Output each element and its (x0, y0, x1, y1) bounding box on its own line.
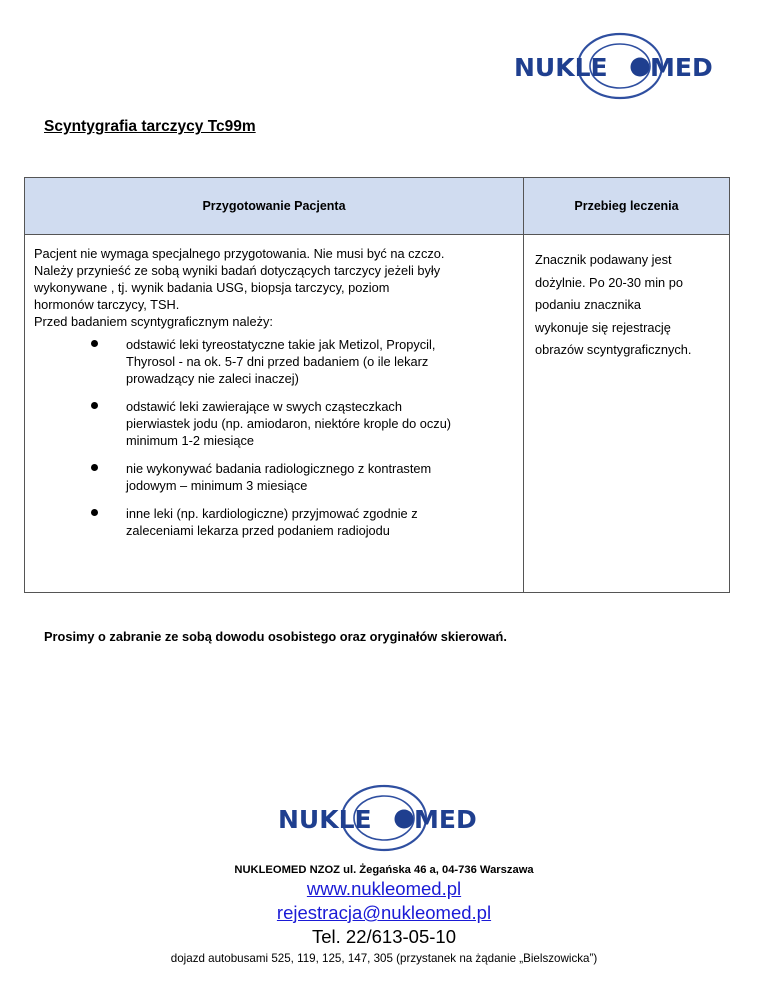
documents-note: Prosimy o zabranie ze sobą dowodu osobistego oraz oryginałów skierowań. (44, 629, 507, 644)
procedure-line: obrazów scyntygraficznych. (535, 342, 692, 357)
bullet-icon (91, 402, 98, 409)
list-item: odstawić leki zawierające w swych cząsteczkach pierwiastek jodu (np. amiodaron, niektóre krople do oczu) minimum 1-2 miesiące (34, 398, 514, 449)
bullet-icon (91, 340, 98, 347)
nukleomed-logo (272, 780, 488, 856)
logo-text-right: MED (650, 53, 713, 82)
intro-line: hormonów tarczycy, TSH. (34, 297, 180, 312)
nukleomed-logo (508, 28, 724, 104)
bullet-icon (91, 509, 98, 516)
procedure-cell (524, 235, 730, 593)
header-procedure: Przebieg leczenia (524, 178, 730, 235)
procedure-line: dożylnie. Po 20-30 min po (535, 274, 683, 290)
logo-o-dot (631, 58, 650, 77)
phone-number: Tel. 22/613-05-10 (312, 926, 456, 947)
intro-line: Przed badaniem scyntygraficznym należy: (34, 314, 273, 329)
logo-top (508, 28, 724, 104)
footer-address: NUKLEOMED NZOZ ul. Żegańska 46 a, 04-736 Warszawa (234, 864, 534, 876)
procedure-table (24, 177, 730, 593)
logo-text-left: NUKLE (278, 805, 372, 834)
logo-o-dot (395, 810, 414, 829)
header-preparation: Przygotowanie Pacjenta (25, 178, 524, 235)
bullet-icon (91, 464, 98, 471)
intro-line: Należy przynieść ze sobą wyniki badań dotyczących tarczycy jeżeli były (34, 263, 441, 278)
intro-line: wykonywane , tj. wynik badania USG, biopsja tarczycy, poziom (34, 280, 390, 295)
preparation-list (34, 336, 514, 539)
logo-text-left: NUKLE (514, 53, 608, 82)
list-item: inne leki (np. kardiologiczne) przyjmować zgodnie z zaleceniami lekarza przed podaniem radiojodu (34, 505, 514, 539)
list-item: odstawić leki tyreostatyczne takie jak Metizol, Propycil, Thyrosol - na ok. 5-7 dni przed badaniem (o ile lekarz prowadzący nie zaleci inaczej) (34, 336, 514, 387)
email-link[interactable]: rejestracja@nukleomed.pl (276, 902, 492, 923)
website-link[interactable]: www.nukleomed.pl (306, 878, 462, 899)
procedure-line: wykonuje się rejestrację (535, 319, 671, 335)
preparation-cell (25, 235, 524, 593)
procedure-line: Znacznik podawany jest (535, 252, 672, 267)
list-item: nie wykonywać badania radiologicznego z kontrastem jodowym – minimum 3 miesiące (34, 460, 514, 494)
logo-text-right: MED (414, 805, 477, 834)
document-title: Scyntygrafia tarczycy Tc99m (44, 118, 256, 135)
intro-line: Pacjent nie wymaga specjalnego przygotowania. Nie musi być na czczo. (34, 246, 445, 261)
procedure-line: podaniu znacznika (535, 297, 642, 312)
logo-bottom (272, 780, 488, 856)
transit-info: dojazd autobusami 525, 119, 125, 147, 305 (przystanek na żądanie „Bielszowicka”) (170, 952, 598, 965)
